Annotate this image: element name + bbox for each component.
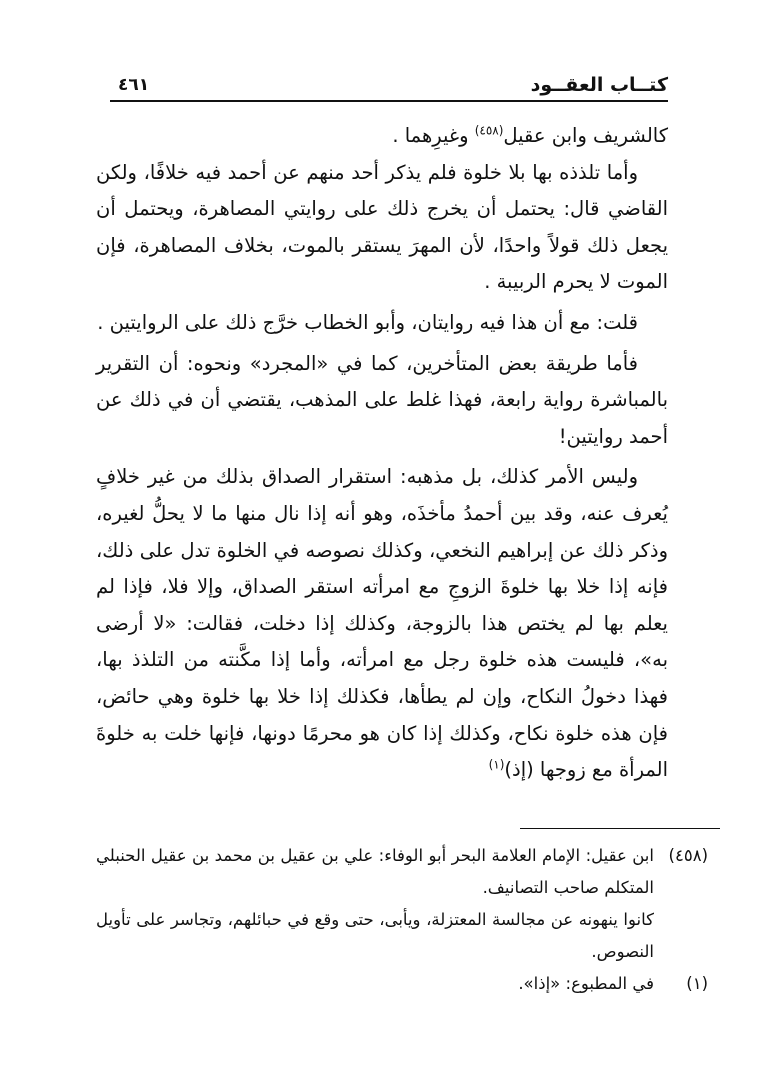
footnote-ref-1[interactable]: (١) (488, 757, 505, 772)
footnote-text: كانوا ينهونه عن مجالسة المعتزلة، ويأبى، حتى وقع في حبائلهم، وتجاسر على تأويل النصوص. (96, 910, 654, 961)
book-title: كتــاب العقــود (530, 74, 668, 96)
paragraph-3: قلت: مع أن هذا فيه روايتان، وأبو الخطاب خرَّج ذلك على الروايتين . (97, 310, 638, 334)
footnote-number: (٤٥٨) (668, 846, 708, 865)
footnote-458 (96, 840, 708, 904)
page-number: ٤٦١ (118, 75, 150, 95)
paragraph-5 (96, 459, 668, 788)
main-text (96, 118, 668, 789)
footnote-458-continued (96, 904, 708, 968)
paragraph-1 (96, 118, 668, 155)
footnote-ref-458[interactable]: (٤٥٨) (474, 123, 504, 138)
running-header (110, 72, 668, 102)
footnote-text: في المطبوع: «إذا». (518, 974, 654, 993)
paragraph-5-text: وليس الأمر كذلك، بل مذهبه: استقرار الصداق بذلك من غير خلافٍ يُعرف عنه، وقد بين أحمدُ مأخذَه، وهو أنه إذا نال منها ما لا يحلُّ لغيره، وذكر ذلك عن إبراهيم النخعي، وكذلك نصوصه في الخلوة تدل على ذلك، فإنه إذا خلا بها خلوةَ الزوجِ مع امرأته استقر الصداق، وإلا فلا، فإذا لم يعلم بها لم يختص هذا بالزوجة، وكذلك إذا دخلت، فقالت: «لا أرضى به»، فليست هذه خلوة رجل مع امرأته، وأما إذا مكَّنته من التلذذ بها، فهذا دخولُ النكاح، وإن لم يطأها، فكذلك إذا خلا بها خلوة وهي حائض، فإن هذه خلوة نكاح، وكذلك إذا كان هو محرمًا دونها، فإنها خلت به خلوةَ المرأة مع زوجها (إذ) (96, 465, 668, 782)
paragraph-1-start: كالشريف وابن عقيل (503, 124, 668, 147)
footnotes (96, 840, 708, 1000)
footnote-separator (520, 828, 720, 829)
paragraph-2: وأما تلذذه بها بلا خلوة فلم يذكر أحد منهم عن أحمد فيه خلافًا، ولكن القاضي قال: يحتمل أن يخرج ذلك على روايتي المصاهرة، ويحتمل أن يجعل ذلك قولاً واحدًا، لأن المهرَ يستقر بالموت، بخلاف المصاهرة، فإن الموت لا يحرم الربيبة . (96, 160, 668, 294)
paragraph-1-end: وغيرِهما . (392, 124, 469, 147)
footnote-1 (96, 968, 708, 1000)
paragraph-4: فأما طريقة بعض المتأخرين، كما في «المجرد» ونحوه: أن التقرير بالمباشرة رواية رابعة، فهذا غلط على المذهب، يقتضي أن في ذلك عن أحمد روايتين! (96, 351, 668, 448)
footnote-text: ابن عقيل: الإمام العلامة البحر أبو الوفاء: علي بن عقيل بن محمد بن عقيل الحنبلي المتكلم صاحب التصانيف. (96, 846, 654, 897)
footnote-number: (١) (686, 974, 708, 993)
